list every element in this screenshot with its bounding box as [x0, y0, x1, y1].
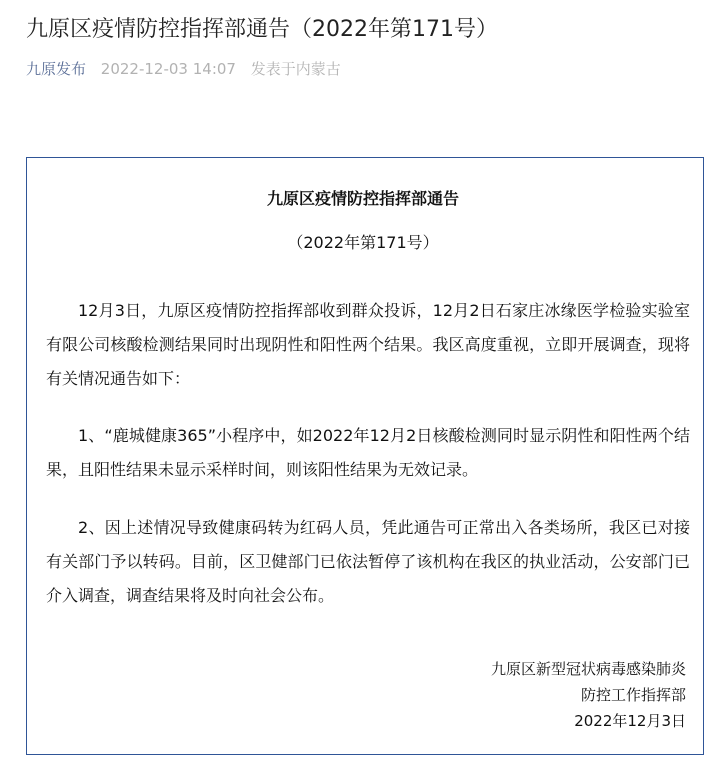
notice-paragraph-intro: 12月3日，九原区疫情防控指挥部收到群众投诉，12月2日石家庄冰缘医学检验实验室有限公司核酸检测结果同时出现阴性和阳性两个结果。我区高度重视，立即开展调查，现将有关情况通告如下： — [46, 301, 690, 388]
publish-datetime: 2022-12-03 14:07 — [100, 60, 236, 78]
signature-org-line2: 防控工作指挥部 — [580, 686, 686, 704]
notice-paragraph-item-2: 2、因上述情况导致健康码转为红码人员，凭此通告可正常出入各类场所，我区已对接有关部门予以转码。目前，区卫健部门已依法暂停了该机构在我区的执业活动，公安部门已介入调查，调查结果将及时向社会公布。 — [46, 518, 690, 605]
notice-paragraph-item-1: 1、“鹿城健康365”小程序中，如2022年12月2日核酸检测同时显示阴性和阳性两个结果，且阳性结果未显示采样时间，则该阳性结果为无效记录。 — [46, 426, 690, 479]
signature-date: 2022年12月3日 — [574, 712, 686, 730]
author-link[interactable]: 九原发布 — [26, 60, 87, 78]
signature-org-line1: 九原区新型冠状病毒感染肺炎 — [490, 660, 686, 678]
notice-signature — [491, 656, 686, 734]
notice-number: （2022年第171号） — [287, 233, 439, 252]
article-meta — [26, 58, 341, 80]
notice-heading: 九原区疫情防控指挥部通告 — [266, 189, 459, 208]
article-title: 九原区疫情防控指挥部通告（2022年第171号） — [26, 17, 498, 42]
publish-location: 发表于内蒙古 — [250, 60, 341, 78]
